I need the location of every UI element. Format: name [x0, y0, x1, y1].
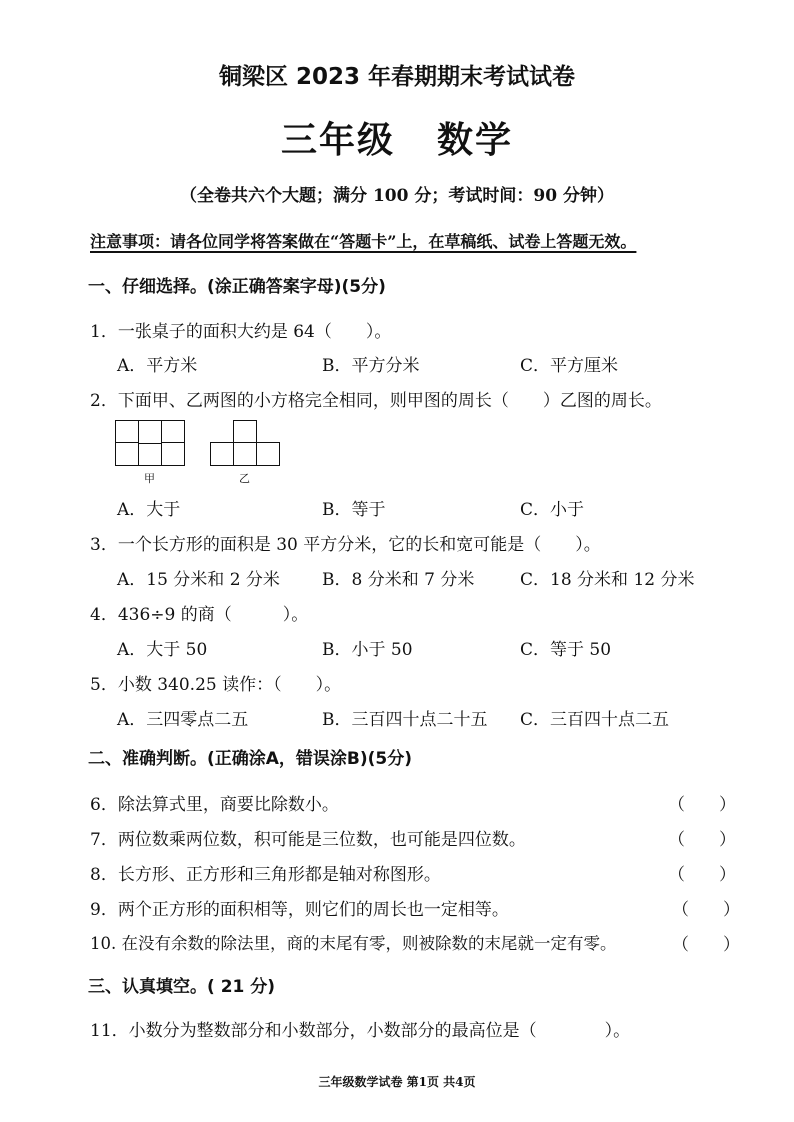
question-11: 11．小数分为整数部分和小数部分，小数部分的最高位是（ ）。	[90, 1021, 631, 1041]
q2-option-b: B．等于	[322, 500, 386, 520]
figure-yi	[210, 420, 280, 466]
q1-option-c: C．平方厘米	[520, 356, 619, 376]
page-footer: 三年级数学试卷 第1页 共4页	[318, 1075, 476, 1089]
section1-heading: 一、仔细选择。(涂正确答案字母)(5分)	[88, 277, 386, 297]
judge-paren-9: （ ）	[672, 900, 740, 920]
grade-label: 三年级	[280, 119, 395, 161]
figure-yi-label: 乙	[239, 472, 250, 485]
section3-heading: 三、认真填空。( 21 分)	[88, 977, 276, 997]
exam-info: （全卷共六个大题；满分 100 分；考试时间：90 分钟）	[180, 186, 614, 206]
q2-option-c: C．小于	[520, 500, 585, 520]
judge-paren-8: （ ）	[668, 865, 736, 885]
q1-option-a: A．平方米	[117, 356, 198, 376]
q2-option-a: A．大于	[117, 500, 181, 520]
question-3: 3．一个长方形的面积是 30 平方分米，它的长和宽可能是（ ）。	[90, 535, 601, 555]
judge-paren-7: （ ）	[668, 830, 736, 850]
judge-item-6: 6．除法算式里，商要比除数小。	[90, 795, 339, 815]
judge-item-10: 10. 在没有余数的除法里，商的末尾有零，则被除数的末尾就一定有零。	[90, 934, 617, 953]
question-1: 1．一张桌子的面积大约是 64（ ）。	[90, 322, 392, 342]
figure-jia	[115, 420, 185, 466]
q4-option-b: B．小于 50	[322, 640, 413, 660]
judge-paren-6: （ ）	[668, 795, 736, 815]
q1-option-b: B．平方分米	[322, 356, 420, 376]
q5-option-b: B．三百四十点二十五	[322, 710, 488, 730]
judge-item-7: 7．两位数乘两位数，积可能是三位数，也可能是四位数。	[90, 830, 526, 850]
section2-heading: 二、准确判断。(正确涂A，错误涂B)(5分)	[88, 749, 413, 769]
q3-option-a: A．15 分米和 2 分米	[117, 570, 280, 590]
figure-jia-label: 甲	[144, 472, 155, 485]
q5-option-c: C．三百四十点二五	[520, 710, 670, 730]
judge-item-9: 9．两个正方形的面积相等，则它们的周长也一定相等。	[90, 900, 509, 920]
question-2: 2．下面甲、乙两图的小方格完全相同，则甲图的周长（ ）乙图的周长。	[90, 391, 662, 411]
q3-option-b: B．8 分米和 7 分米	[322, 570, 475, 590]
q5-option-a: A．三四零点二五	[117, 710, 249, 730]
q4-option-c: C．等于 50	[520, 640, 612, 660]
grade-subject	[0, 112, 794, 163]
exam-title: 铜梁区 2023 年春期期末考试试卷	[218, 64, 576, 90]
subject-label: 数学	[437, 119, 514, 161]
question-5: 5．小数 340.25 读作：（ ）。	[90, 675, 342, 695]
question-4: 4．436÷9 的商（ ）。	[90, 605, 309, 625]
exam-notice: 注意事项：请各位同学将答案做在“答题卡”上，在草稿纸、试卷上答题无效。	[90, 232, 637, 251]
judge-paren-10: （ ）	[672, 935, 740, 955]
q3-option-c: C．18 分米和 12 分米	[520, 570, 695, 590]
q4-option-a: A．大于 50	[117, 640, 208, 660]
judge-item-8: 8．长方形、正方形和三角形都是轴对称图形。	[90, 865, 441, 885]
